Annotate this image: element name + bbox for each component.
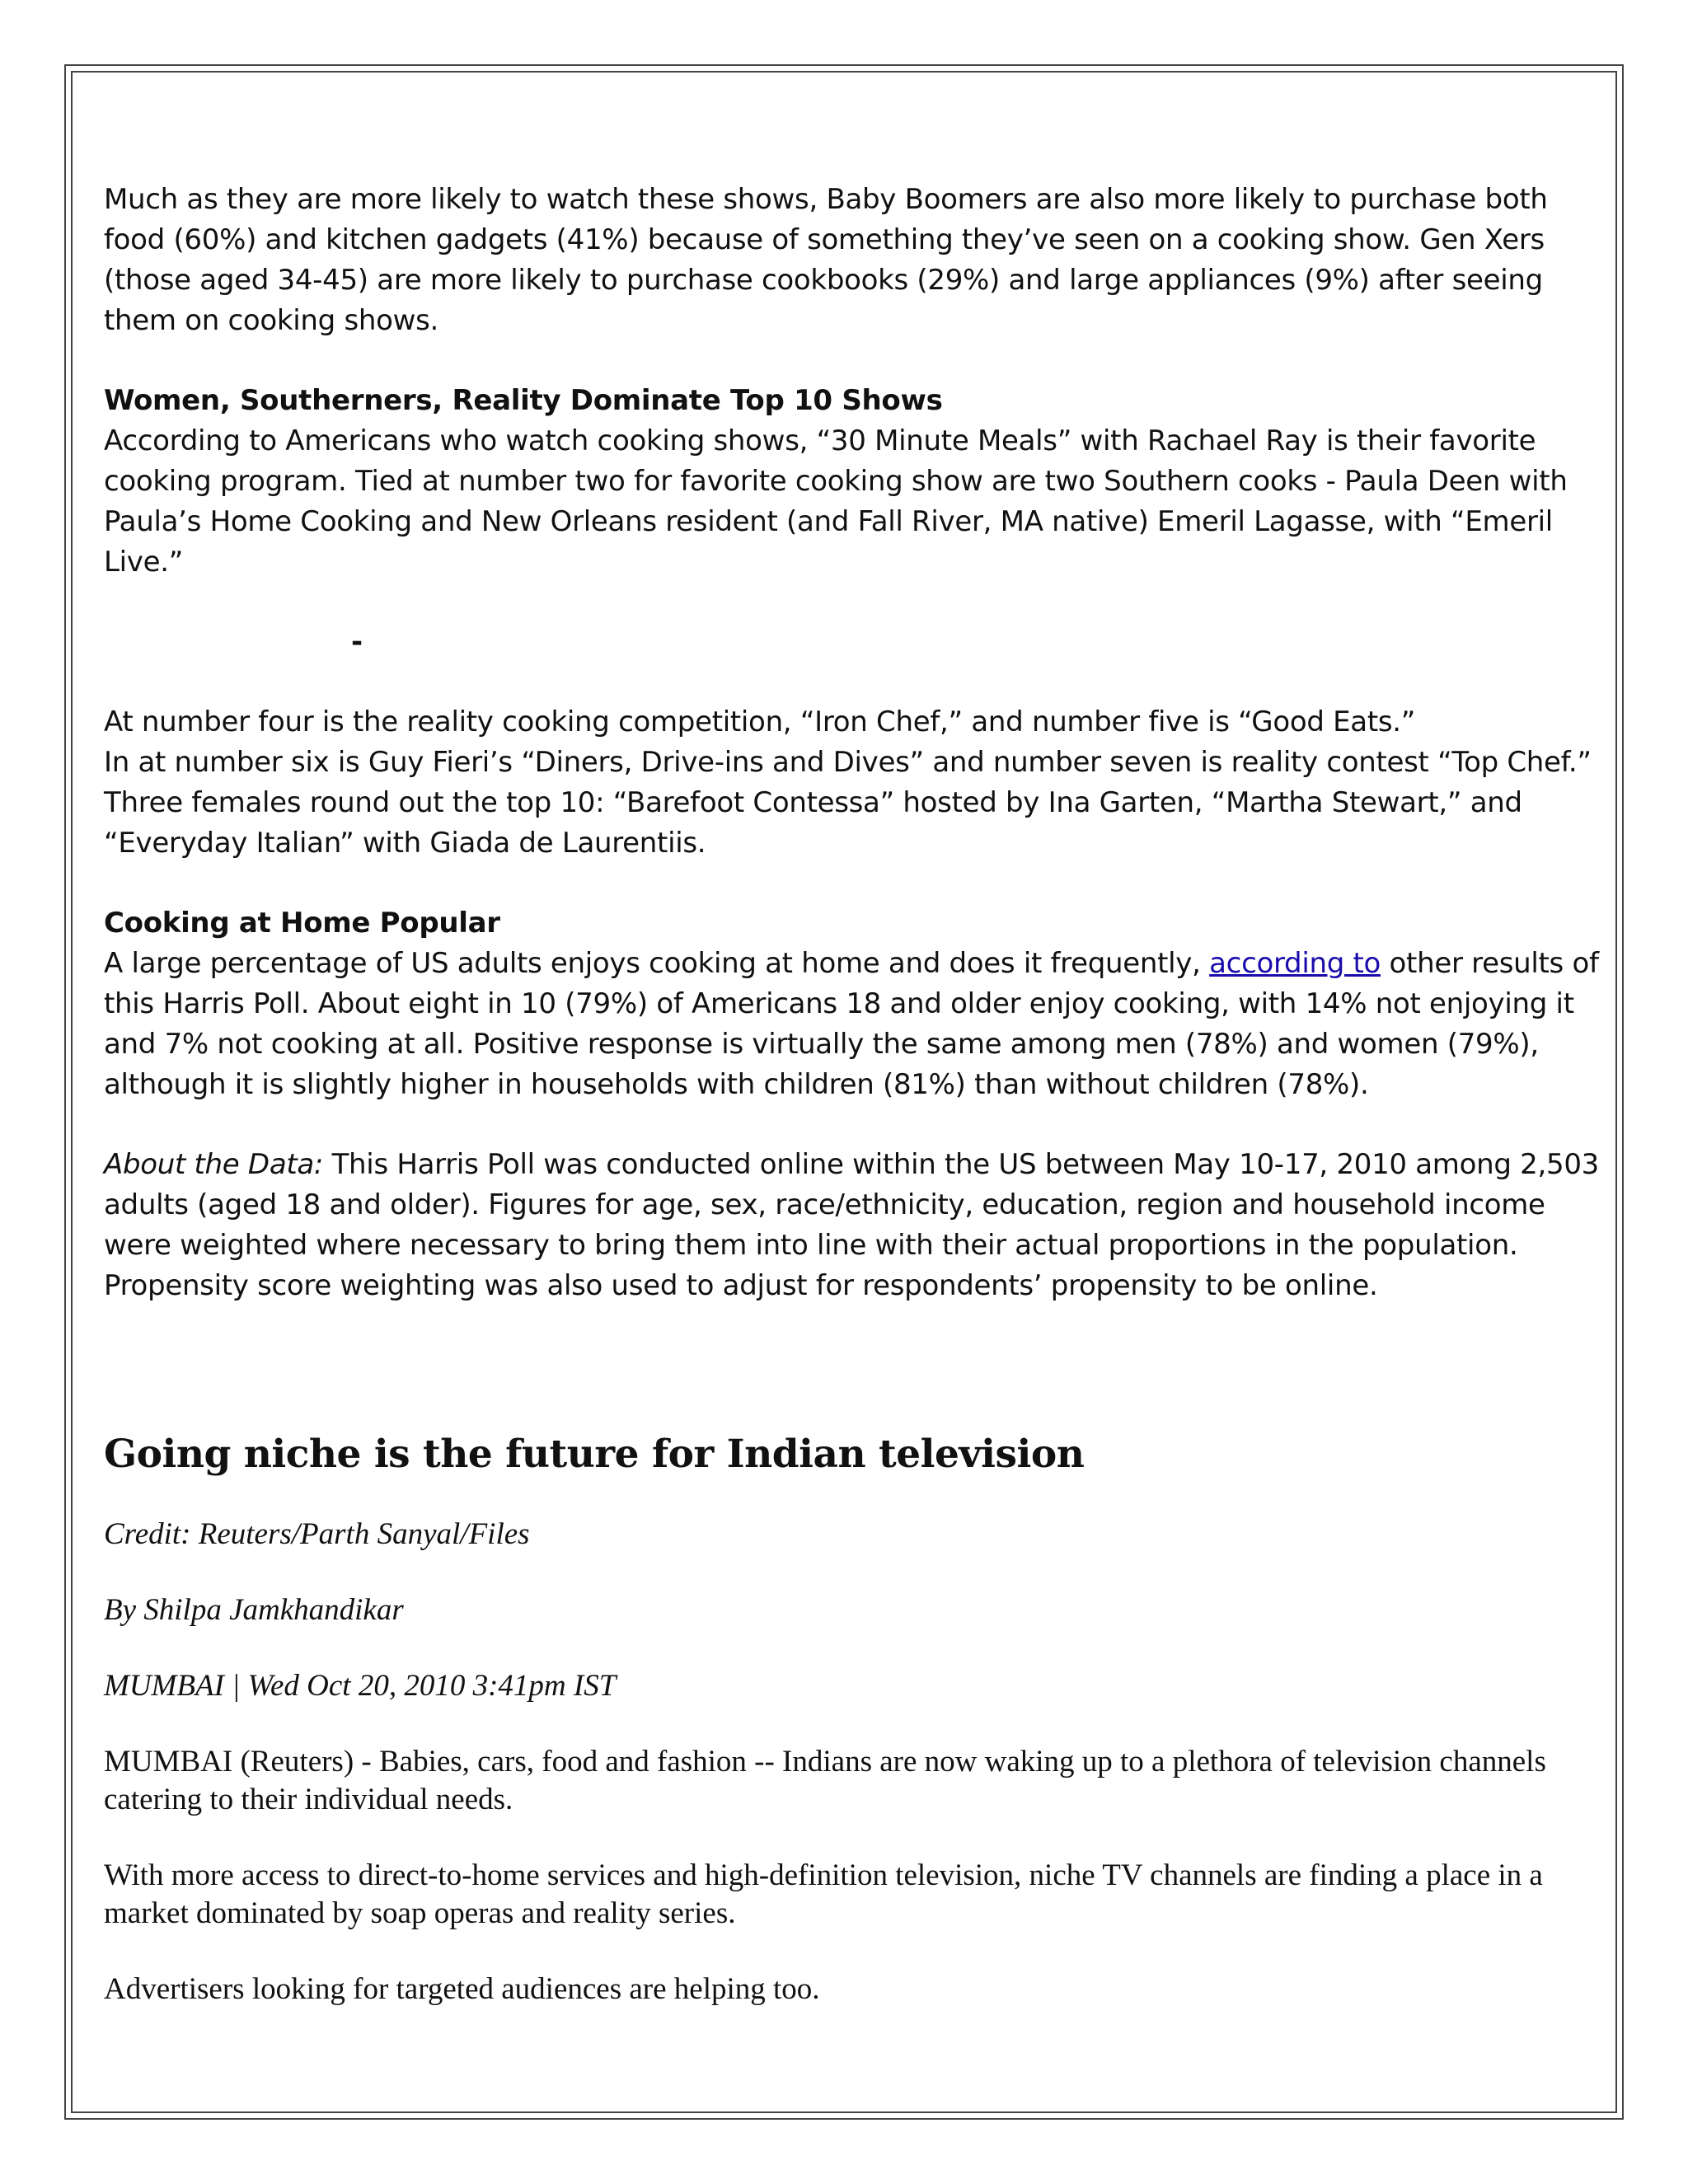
section-gap — [104, 864, 1612, 903]
top10-heading: Women, Southerners, Reality Dominate Top 10 Shows — [104, 384, 943, 417]
top10-paragraph: According to Americans who watch cooking shows, “30 Minute Meals” with Rachael Ray is their favorite cooking program. Tied at number two for favorite cooking show are two Southern cooks - Paula Deen with Paula’s Home Cooking and New Orleans resident (and Fall River, MA native) Emeril Lagasse, with “Emeril Live.” — [104, 424, 1568, 579]
home-paragraph-start: A large percentage of US adults enjoys cooking at home and does it frequently, — [104, 947, 1210, 980]
intro-paragraph: Much as they are more likely to watch these shows, Baby Boomers are also more likely to purchase both food (60%) and kitchen gadgets (41%) because of something they’ve seen on a cooking show. Gen Xers (those aged 34-45) are more likely to purchase cookbooks (29%) and large appliances (9%) after seeing them on cooking shows. — [104, 183, 1548, 337]
article-dateline: MUMBAI | Wed Oct 20, 2010 3:41pm IST — [104, 1669, 617, 1703]
about-data-label: About the Data: — [104, 1148, 324, 1181]
dash-marker: - — [351, 626, 363, 658]
ranking-line-2: In at number six is Guy Fieri’s “Diners, Drive-ins and Dives” and number seven is reality contest “Top Chef.” Three females round out the top 10: “Barefoot Contessa” hosted by Ina Garten, “Martha Stewart,” and “Everyday Italian” with Giada de Laurentiis. — [104, 746, 1592, 860]
article-paragraph: Advertisers looking for targeted audiences are helping too. — [104, 1972, 820, 2006]
according-to-link[interactable]: according to — [1209, 947, 1381, 980]
document-content — [104, 180, 1612, 2046]
home-heading: Cooking at Home Popular — [104, 907, 500, 940]
ranking-line-1: At number four is the reality cooking competition, “Iron Chef,” and number five is “Good Eats.” — [104, 705, 1416, 738]
article-paragraph: MUMBAI (Reuters) - Babies, cars, food and fashion -- Indians are now waking up to a plethora of television channels catering to their individual needs. — [104, 1745, 1546, 1816]
home-paragraph-end: other results of this Harris Poll. About eight in 10 (79%) of Americans 18 and older enjoy cooking, with 14% not enjoying it and 7% not cooking at all. Positive response is virtually the same among men (78%) and women (79%), although it is slightly higher in households with children (81%) than without children (78%). — [104, 947, 1599, 1101]
section-gap — [104, 1105, 1612, 1145]
about-data-text: This Harris Poll was conducted online within the US between May 10-17, 2010 among 2,503 adults (aged 18 and older). Figures for age, sex, race/ethnicity, education, region and household income were weighted where necessary to bring them into line with their actual proportions in the population. Propensity score weighting was also used to adjust for respondents’ propensity to be online. — [104, 1148, 1600, 1302]
article-byline: By Shilpa Jamkhandikar — [104, 1593, 404, 1627]
article-credit: Credit: Reuters/Parth Sanyal/Files — [104, 1517, 530, 1551]
article-paragraph: With more access to direct-to-home services and high-definition television, niche TV channels are finding a place in a market dominated by soap operas and reality series. — [104, 1858, 1543, 1930]
poll-section — [104, 180, 1612, 1306]
article-title: Going niche is the future for Indian television — [104, 1432, 1085, 1477]
home-paragraph — [104, 944, 1612, 1105]
about-data-paragraph — [104, 1145, 1612, 1306]
